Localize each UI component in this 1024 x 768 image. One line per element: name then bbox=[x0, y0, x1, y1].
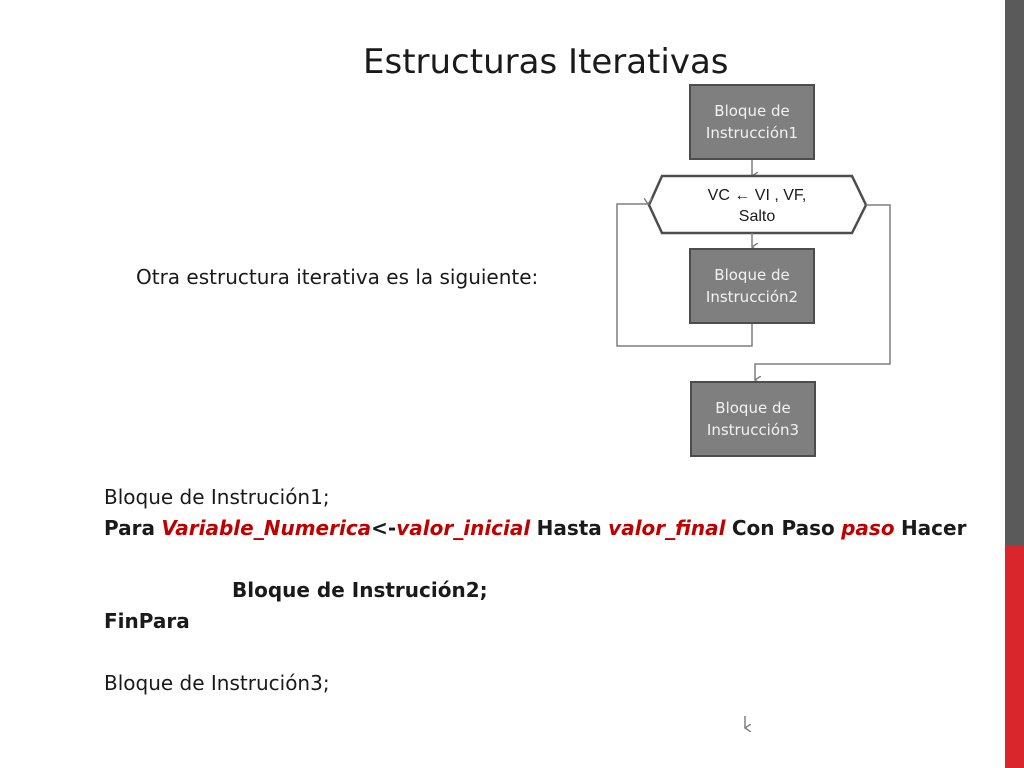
block2-line1: Bloque de bbox=[714, 266, 790, 284]
kw-hasta: Hasta bbox=[536, 516, 602, 540]
step-value: paso bbox=[841, 516, 895, 540]
condition-label bbox=[672, 185, 842, 227]
block-instruction-2 bbox=[689, 248, 815, 324]
kw-hacer: Hacer bbox=[900, 516, 967, 540]
condition-line1: VC ← VI , VF, bbox=[707, 187, 807, 204]
code-blank-2 bbox=[104, 637, 966, 668]
code-line-4-text: FinPara bbox=[104, 609, 190, 633]
slide-title: Estructuras Iterativas bbox=[363, 42, 729, 82]
code-blank-1 bbox=[104, 544, 966, 575]
pseudocode bbox=[104, 482, 966, 699]
block-instruction-1 bbox=[689, 84, 815, 160]
code-line-4 bbox=[104, 606, 966, 637]
kw-para: Para bbox=[104, 516, 155, 540]
kw-con-paso: Con Paso bbox=[731, 516, 835, 540]
start-value: valor_inicial bbox=[396, 516, 531, 540]
block1-line1: Bloque de bbox=[714, 102, 790, 120]
code-line-3 bbox=[104, 575, 966, 606]
code-line-3-text: Bloque de Instrución2; bbox=[232, 578, 488, 602]
block-instruction-3 bbox=[690, 381, 816, 457]
block3-line1: Bloque de bbox=[715, 399, 791, 417]
var-name: Variable_Numerica bbox=[161, 516, 372, 540]
end-value: valor_final bbox=[608, 516, 726, 540]
assign-op: <- bbox=[371, 516, 397, 540]
block1-line2: Instrucción1 bbox=[705, 124, 799, 142]
code-line-2 bbox=[104, 513, 966, 544]
block2-line2: Instrucción2 bbox=[705, 288, 799, 306]
block3-line2: Instrucción3 bbox=[706, 421, 800, 439]
code-line-1: Bloque de Instrución1; bbox=[104, 485, 330, 509]
intro-text: Otra estructura iterativa es la siguiente: bbox=[136, 265, 539, 289]
condition-line2: Salto bbox=[738, 208, 776, 225]
code-line-5: Bloque de Instrución3; bbox=[104, 671, 330, 695]
